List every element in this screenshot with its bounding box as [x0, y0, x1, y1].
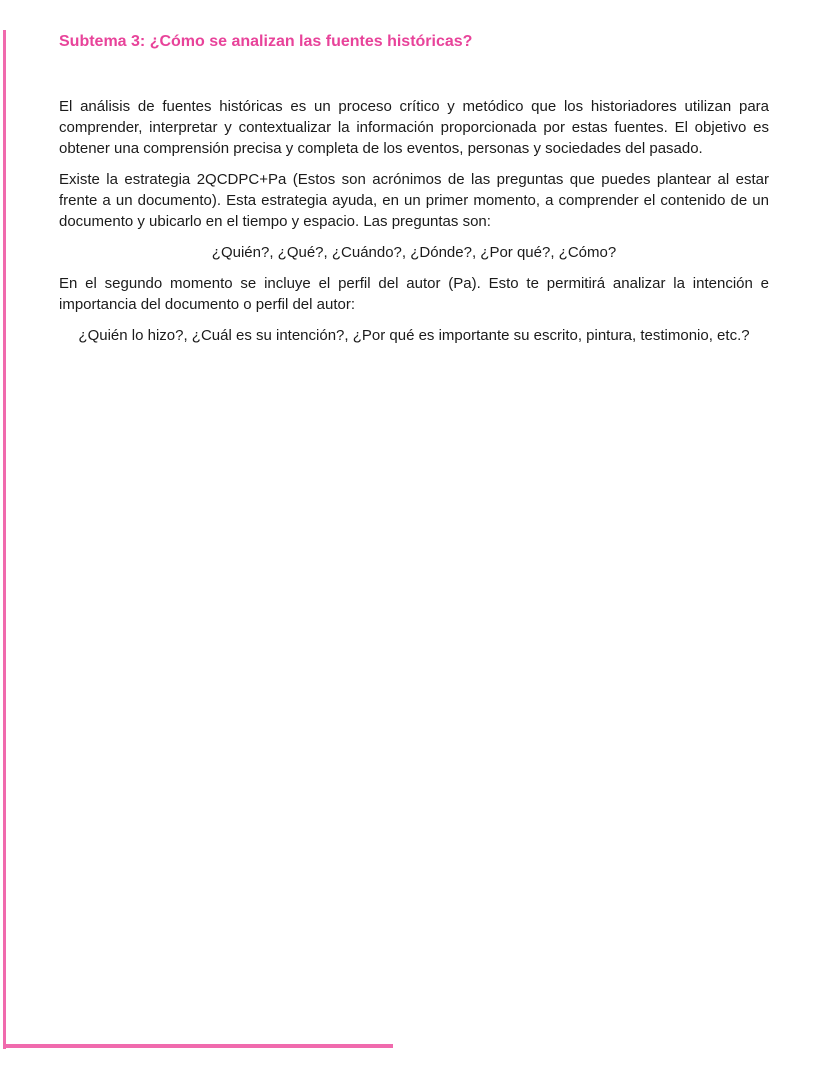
left-accent-rule [3, 30, 6, 1049]
questions-first-moment: ¿Quién?, ¿Qué?, ¿Cuándo?, ¿Dónde?, ¿Por qué?, ¿Cómo? [211, 244, 617, 261]
bottom-accent-rule [3, 1044, 393, 1048]
document-content [59, 0, 769, 356]
paragraph-author-profile: En el segundo momento se incluye el perfil del autor (Pa). Esto te permitirá analizar la intención e importancia del documento o perfil del autor: [59, 275, 769, 313]
questions-author-profile: ¿Quién lo hizo?, ¿Cuál es su intención?, ¿Por qué es importante su escrito, pintura, testimonio, etc.? [78, 327, 750, 344]
page-title: Subtema 3: ¿Cómo se analizan las fuentes históricas? [59, 33, 473, 50]
paragraph-strategy-2qcdpc: Existe la estrategia 2QCDPC+Pa (Estos son acrónimos de las preguntas que puedes plantear al estar frente a un documento). Esta estrategia ayuda, en un primer momento, a comprender el contenido de un documento y ubicarlo en el tiempo y espacio. Las preguntas son: [59, 171, 769, 230]
paragraph-source-analysis: El análisis de fuentes históricas es un proceso crítico y metódico que los historiadores utilizan para comprender, interpretar y contextualizar la información proporcionada por estas fuentes. El objetivo es obtener una comprensión precisa y completa de los eventos, personas y sociedades del pasado. [59, 98, 769, 157]
